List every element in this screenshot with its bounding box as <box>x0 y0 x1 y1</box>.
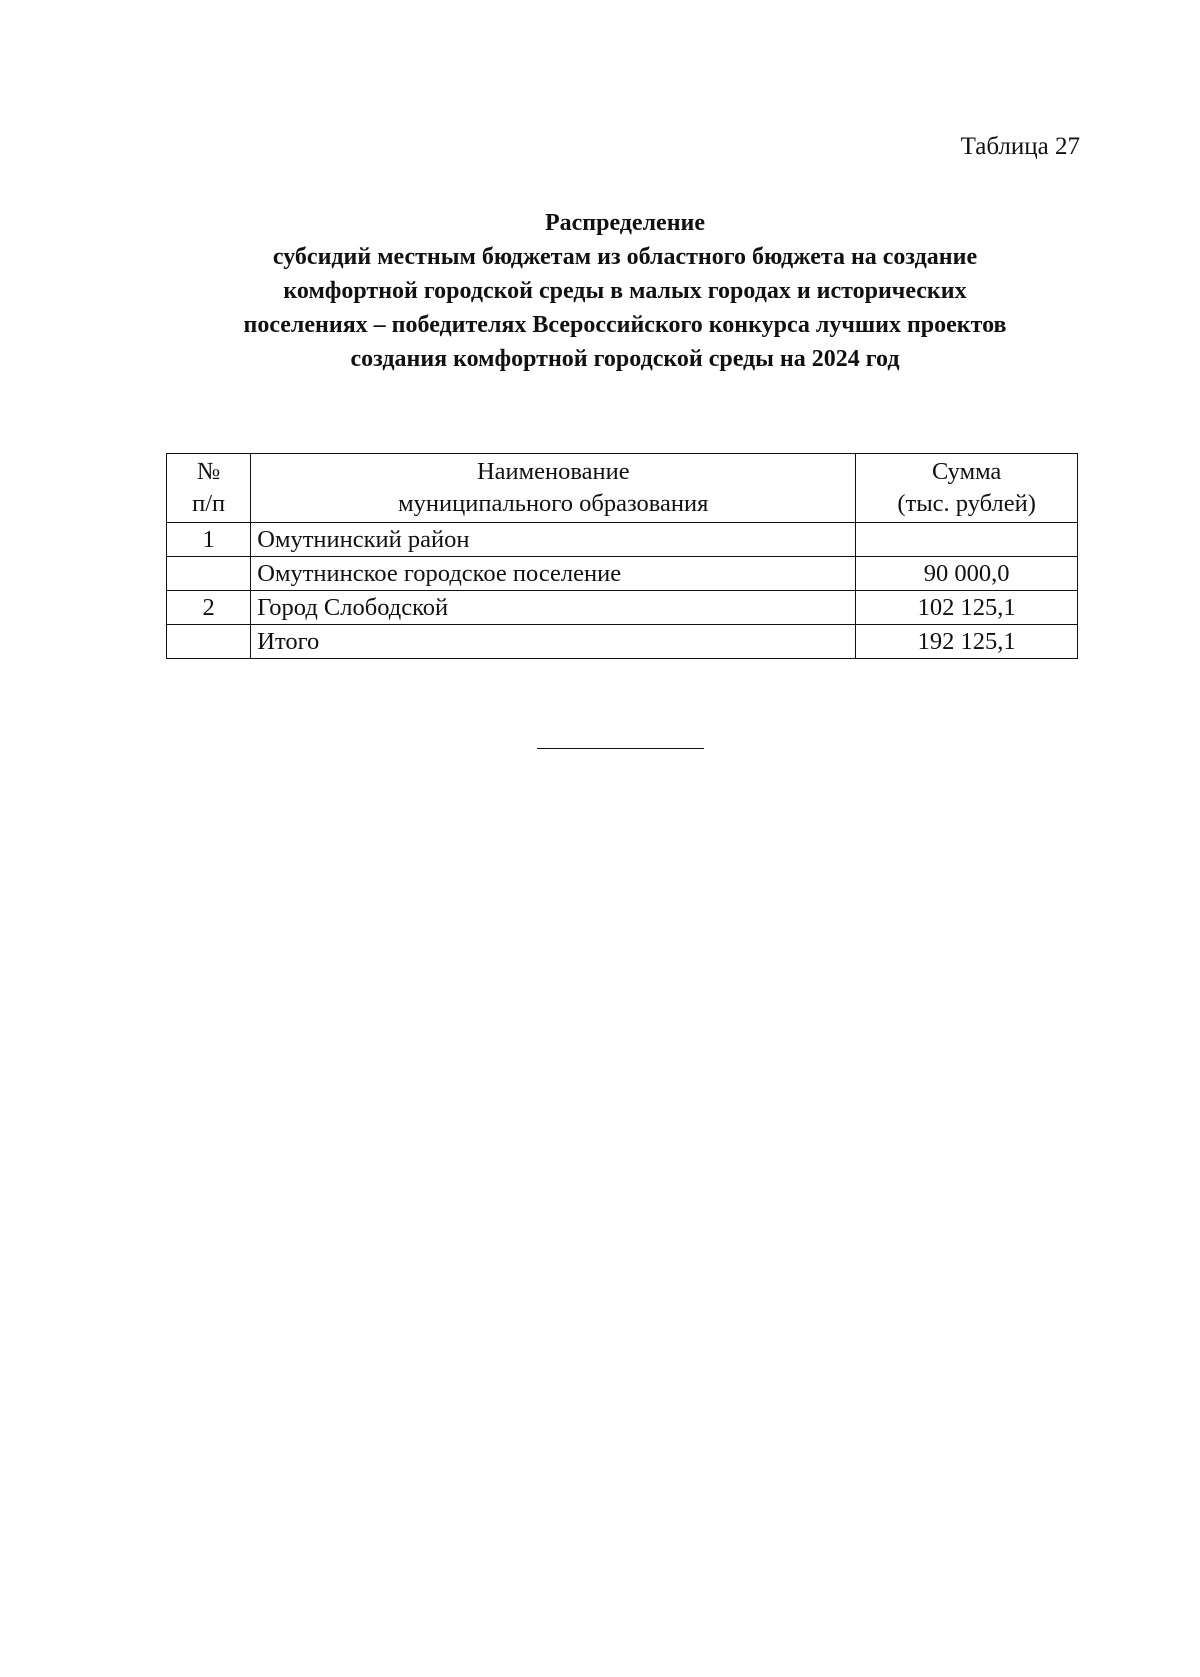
row-number <box>167 557 251 591</box>
header-sum-line2: (тыс. рублей) <box>897 490 1036 517</box>
title-heading: Распределение <box>544 210 706 236</box>
table-row <box>167 523 1078 557</box>
row-number: 2 <box>167 591 251 625</box>
table-number: Таблица 27 <box>960 133 1080 160</box>
table-total-row <box>167 625 1078 659</box>
row-name: Омутнинское городское поселение <box>251 557 856 591</box>
title-line: субсидий местным бюджетам из областного бюджета на создание <box>272 244 978 270</box>
row-number <box>167 625 251 659</box>
title-line: создания комфортной городской среды на 2024 год <box>350 346 900 372</box>
header-number <box>167 454 251 523</box>
header-number-line1: № <box>196 458 221 485</box>
document-title <box>150 206 1100 376</box>
header-number-line2: п/п <box>192 490 226 517</box>
row-sum <box>856 523 1078 557</box>
header-sum <box>856 454 1078 523</box>
row-sum: 192 125,1 <box>856 625 1078 659</box>
header-name-line2: муниципального образования <box>398 490 709 517</box>
table-row <box>167 591 1078 625</box>
table-header-row <box>167 454 1078 523</box>
table-row <box>167 557 1078 591</box>
row-name: Итого <box>251 625 856 659</box>
header-sum-line1: Сумма <box>931 458 1002 485</box>
header-name <box>251 454 856 523</box>
row-name: Омутнинский район <box>251 523 856 557</box>
end-divider-line <box>537 748 704 749</box>
row-number: 1 <box>167 523 251 557</box>
header-name-line1: Наименование <box>476 458 630 485</box>
row-sum: 90 000,0 <box>856 557 1078 591</box>
row-sum: 102 125,1 <box>856 591 1078 625</box>
row-name: Город Слободской <box>251 591 856 625</box>
title-line: поселениях – победителях Всероссийского конкурса лучших проектов <box>243 312 1007 338</box>
title-line: комфортной городской среды в малых городах и исторических <box>283 278 967 304</box>
subsidy-table <box>166 453 1078 659</box>
